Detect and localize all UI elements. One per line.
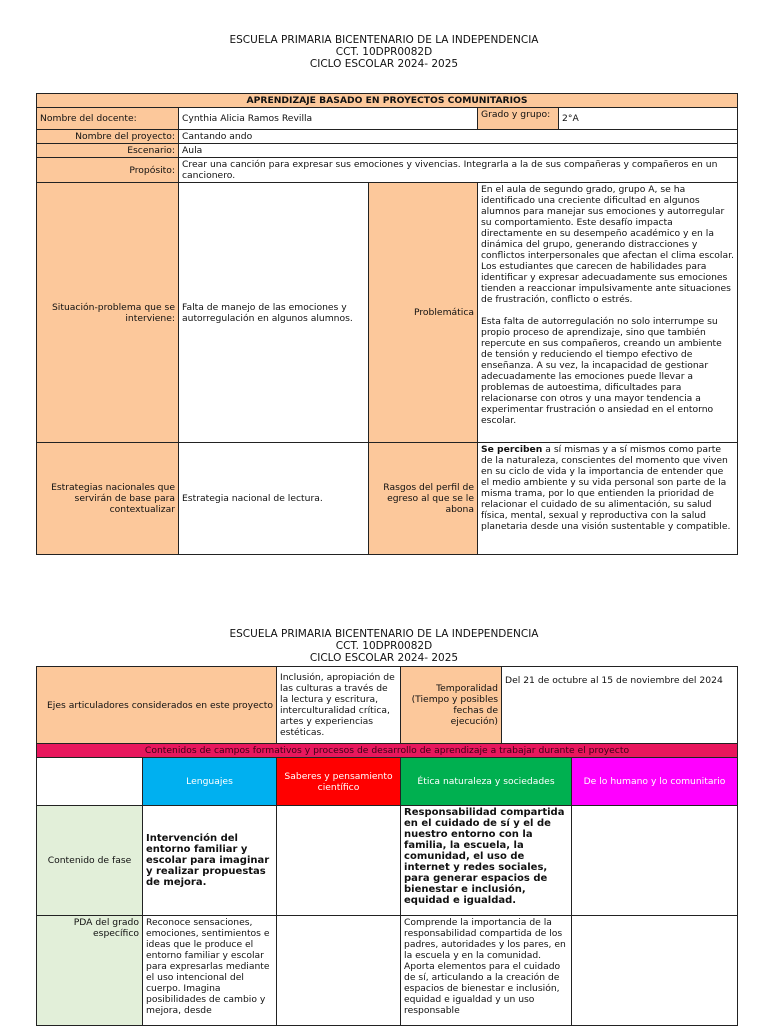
axes-value: Inclusión, apropiación de las culturas a través de la lectura y escritura, interculturalidad crítica, artes y experiencias estéticas. <box>277 667 401 744</box>
field-etica: Ética naturaleza y sociedades <box>401 758 572 806</box>
problem-paragraph-1: En el aula de segundo grado, grupo A, se ha identificado una creciente dificultad en algunos alumnos para manejar sus emociones y autorregular su comportamiento. Este desafío impacta directamente en su desempeño académico y en la dinámica del grupo, generando distracciones y conflictos interpersonales que afectan el clima escolar. Los estudiantes que carecen de habilidades para identificar y expresar adecuadamente sus emociones tienden a reaccionar impulsivamente ante situaciones de frustración, conflicto o estrés. <box>481 184 734 305</box>
profile-label: Rasgos del perfil de egreso al que se le abona <box>369 443 478 555</box>
problem-paragraph-2: Esta falta de autorregulación no solo interrumpe su propio proceso de aprendizaje, sino que también repercute en sus compañeros, creando un ambiente de tensión y reduciendo el tiempo efectivo de enseñanza. A su vez, la incapacidad de gestionar adecuadamente las emociones puede llevar a problemas de autoestima, dificultades para relacionarse con otros y una mayor tendencia a experimentar frustración o ansiedad en el entorno escolar. <box>481 316 722 426</box>
scenario-value: Aula <box>179 144 738 158</box>
profile-text <box>478 443 738 555</box>
situation-label: Situación-problema que se interviene: <box>37 183 179 443</box>
teacher-value: Cynthia Alicia Ramos Revilla <box>179 108 478 130</box>
contents-banner: Contenidos de campos formativos y procesos de desarrollo de aprendizaje a trabajar durante el proyecto <box>37 744 738 758</box>
scenario-label: Escenario: <box>37 144 179 158</box>
time-label: Temporalidad (Tiempo y posibles fechas de ejecución) <box>401 667 502 744</box>
phase-humano <box>572 806 738 916</box>
phase-lenguajes: Intervención del entorno familiar y escolar para imaginar y realizar propuestas de mejora. <box>143 806 277 916</box>
cct-code: CCT. 10DPR0082D <box>335 46 433 58</box>
problem-text <box>478 183 738 443</box>
purpose-value: Crear una canción para expresar sus emociones y vivencias. Integrarla a la de sus compañeras y compañeros en un cancionero. <box>179 158 738 183</box>
grade-label: Grado y grupo: <box>478 108 559 130</box>
document-header-2 <box>0 628 768 664</box>
phase-etica: Responsabilidad compartida en el cuidado de sí y el de nuestro entorno con la familia, la escuela, la comunidad, el uso de internet y redes sociales, para generar espacios de bienestar e inclusión, equidad e igualdad. <box>401 806 572 916</box>
teacher-label: Nombre del docente: <box>37 108 179 130</box>
school-name-2: ESCUELA PRIMARIA BICENTENARIO DE LA INDEPENDENCIA <box>229 628 539 640</box>
time-value: Del 21 de octubre al 15 de noviembre del 2024 <box>502 667 738 744</box>
pda-saberes <box>277 916 401 1026</box>
project-table <box>36 93 738 555</box>
pda-label: PDA del grado específico <box>37 916 143 1026</box>
strategies-label: Estrategias nacionales que servirán de base para contextualizar <box>37 443 179 555</box>
purpose-label: Propósito: <box>37 158 179 183</box>
contents-table <box>36 666 738 1026</box>
field-lenguajes: Lenguajes <box>143 758 277 806</box>
project-name-value: Cantando ando <box>179 130 738 144</box>
problem-label: Problemática <box>369 183 478 443</box>
field-humano: De lo humano y lo comunitario <box>572 758 738 806</box>
cct-code-2: CCT. 10DPR0082D <box>335 640 433 652</box>
pda-lenguajes: Reconoce sensaciones, emociones, sentimientos e ideas que le produce el entorno familiar y escolar para expresarlas mediante el uso intencional del cuerpo. Imagina posibilidades de cambio y mejora, desde <box>143 916 277 1026</box>
field-saberes: Saberes y pensamiento científico <box>277 758 401 806</box>
phase-label: Contenido de fase <box>37 806 143 916</box>
pda-humano <box>572 916 738 1026</box>
project-name-label: Nombre del proyecto: <box>37 130 179 144</box>
grade-value: 2°A <box>559 108 738 130</box>
pda-etica: Comprende la importancia de la responsabilidad compartida de los padres, autoridades y los pares, en la escuela y en la comunidad. Aporta elementos para el cuidado de sí, articulando a la creación de espacios de bienestar e inclusión, equidad e igualdad y un uso responsable <box>401 916 572 1026</box>
situation-value: Falta de manejo de las emociones y autorregulación en algunos alumnos. <box>179 183 369 443</box>
document-header <box>0 34 768 70</box>
corner-cell <box>37 758 143 806</box>
profile-bold: Se perciben <box>481 444 543 455</box>
school-cycle: CICLO ESCOLAR 2024- 2025 <box>309 58 459 70</box>
strategies-value: Estrategia nacional de lectura. <box>179 443 369 555</box>
axes-label: Ejes articuladores considerados en este proyecto <box>37 667 277 744</box>
school-name: ESCUELA PRIMARIA BICENTENARIO DE LA INDEPENDENCIA <box>229 34 539 46</box>
profile-rest: a sí mismas y a sí mismos como parte de la naturaleza, conscientes del momento que viven en su ciclo de vida y la importancia de entender que el medio ambiente y su vida personal son parte de la misma trama, por lo que entienden la prioridad de relacionar el cuidado de su alimentación, su salud física, mental, sexual y reproductiva con la salud planetaria desde una visión sustentable y compatible. <box>481 444 731 532</box>
phase-saberes <box>277 806 401 916</box>
project-table-title: APRENDIZAJE BASADO EN PROYECTOS COMUNITARIOS <box>37 94 738 108</box>
school-cycle-2: CICLO ESCOLAR 2024- 2025 <box>309 652 459 664</box>
